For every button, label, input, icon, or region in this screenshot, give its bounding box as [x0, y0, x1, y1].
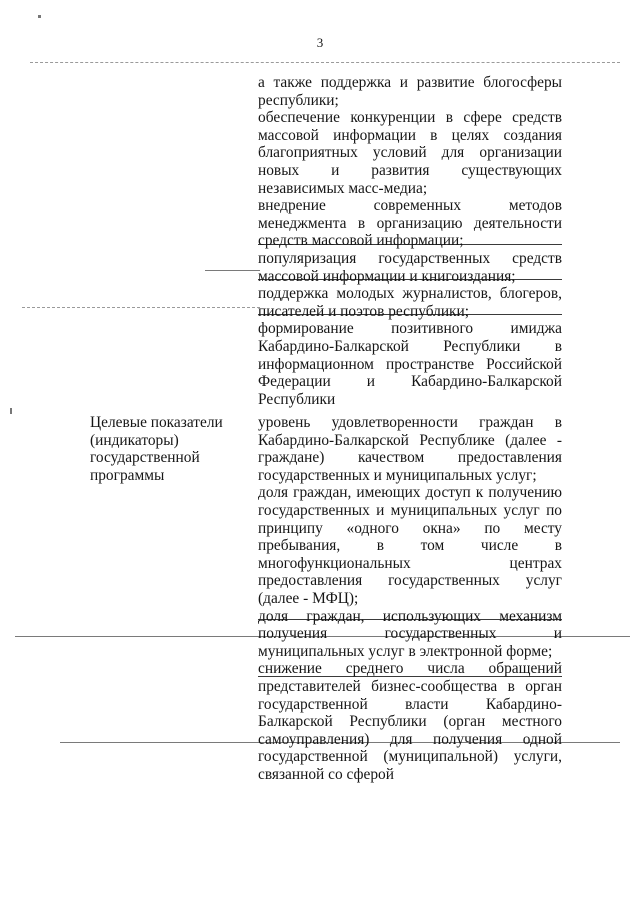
indicator-item: доля граждан, имеющих доступ к получению государственных и муниципальных услуг по принципу «одного окна» по месту пребывания, в том числе в многофункциональных центрах предоставления государственных услуг (далее - МФЦ); — [258, 484, 562, 607]
goal-item: популяризация государственных средств массовой информации и книгоиздания; — [258, 249, 562, 285]
goal-item: формирование позитивного имиджа Кабардино-Балкарской Республики в информационном пространстве Российской Федерации и Кабардино-Балкарской Республики — [258, 320, 562, 408]
goal-item: обеспечение конкуренции в сфере средств массовой информации в целях создания благоприятных условий для организации новых и развития существующих независимых масс-медиа; — [258, 109, 562, 197]
indicator-item: снижение среднего числа обращений представителей бизнес-сообщества в орган государственной власти Кабардино-Балкарской Республики (орган местного самоуправления) для получения одной государственной (муниципальной) услуги, связанной со сферой — [258, 660, 562, 783]
scan-rule — [205, 270, 260, 271]
indicators-label-text: Целевые показатели (индикаторы) государственной программы — [90, 414, 223, 484]
indicator-item: уровень удовлетворенности граждан в Кабардино-Балкарской Республике (далее - граждане) качеством предоставления государственных и муниципальных услуг; — [258, 414, 562, 484]
goal-item: внедрение современных методов менеджмента в организацию деятельности средств массовой информации; — [258, 197, 562, 250]
goal-item: поддержка молодых журналистов, блогеров, писателей и поэтов республики; — [258, 285, 562, 320]
scan-dash-rule — [30, 62, 620, 63]
scan-speck — [10, 408, 12, 414]
scan-dash-rule — [22, 307, 260, 308]
goal-item: а также поддержка и развитие блогосферы республики; — [258, 74, 562, 109]
indicators-label — [90, 414, 248, 484]
indicators-column — [258, 414, 562, 783]
page-number: 3 — [316, 35, 324, 50]
goals-column — [258, 74, 562, 408]
scan-speck — [38, 15, 41, 18]
indicator-item: доля граждан, использующих механизм получения государственных и муниципальных услуг в электронной форме; — [258, 607, 562, 660]
